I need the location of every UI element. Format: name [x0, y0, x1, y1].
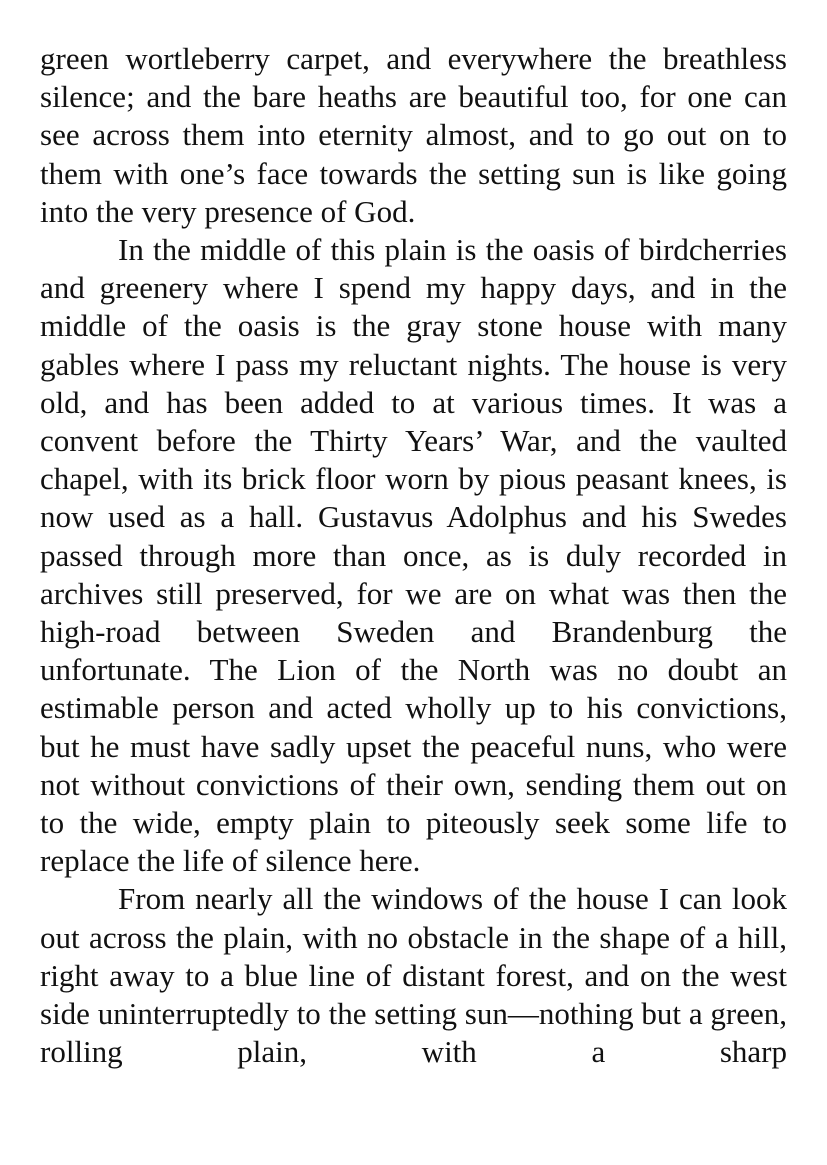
paragraph-1-text: green wortleberry carpet, and everywhere the breathless silence; and the bare heaths are beautiful too, for one can see across them into eternity almost, and to go out on to them with one’s face towards the setting sun is like going into the very presence of God.	[40, 41, 787, 229]
paragraph-2-text: In the middle of this plain is the oasis of birdcherries and greenery where I spend my happy days, and in the middle of the oasis is the gray stone house with many gables where I pass my reluctant nights. The house is very old, and has been added to at various times. It was a convent before the Thirty Years’ War, and the vaulted chapel, with its brick floor worn by pious peasant knees, is now used as a hall. Gustavus Adolphus and his Swedes passed through more than once, as is duly recorded in archives still preserved, for we are on what was then the high-road between Sweden and Brandenburg the unfortunate. The Lion of the North was no doubt an estimable person and acted wholly up to his convictions, but he must have sadly upset the peaceful nuns, who were not without convictions of their own, sending them out on to the wide, empty plain to piteously seek some life to replace the life of silence here.	[40, 232, 787, 879]
paragraph-2	[40, 231, 787, 880]
book-page	[40, 40, 787, 1071]
paragraph-1	[40, 40, 787, 231]
paragraph-3-text: From nearly all the windows of the house I can look out across the plain, with no obstacle in the shape of a hill, right away to a blue line of distant forest, and on the west side uninterruptedly to the setting sun—nothing but a green, rolling plain, with a sharp	[40, 881, 787, 1070]
paragraph-3	[40, 880, 787, 1071]
